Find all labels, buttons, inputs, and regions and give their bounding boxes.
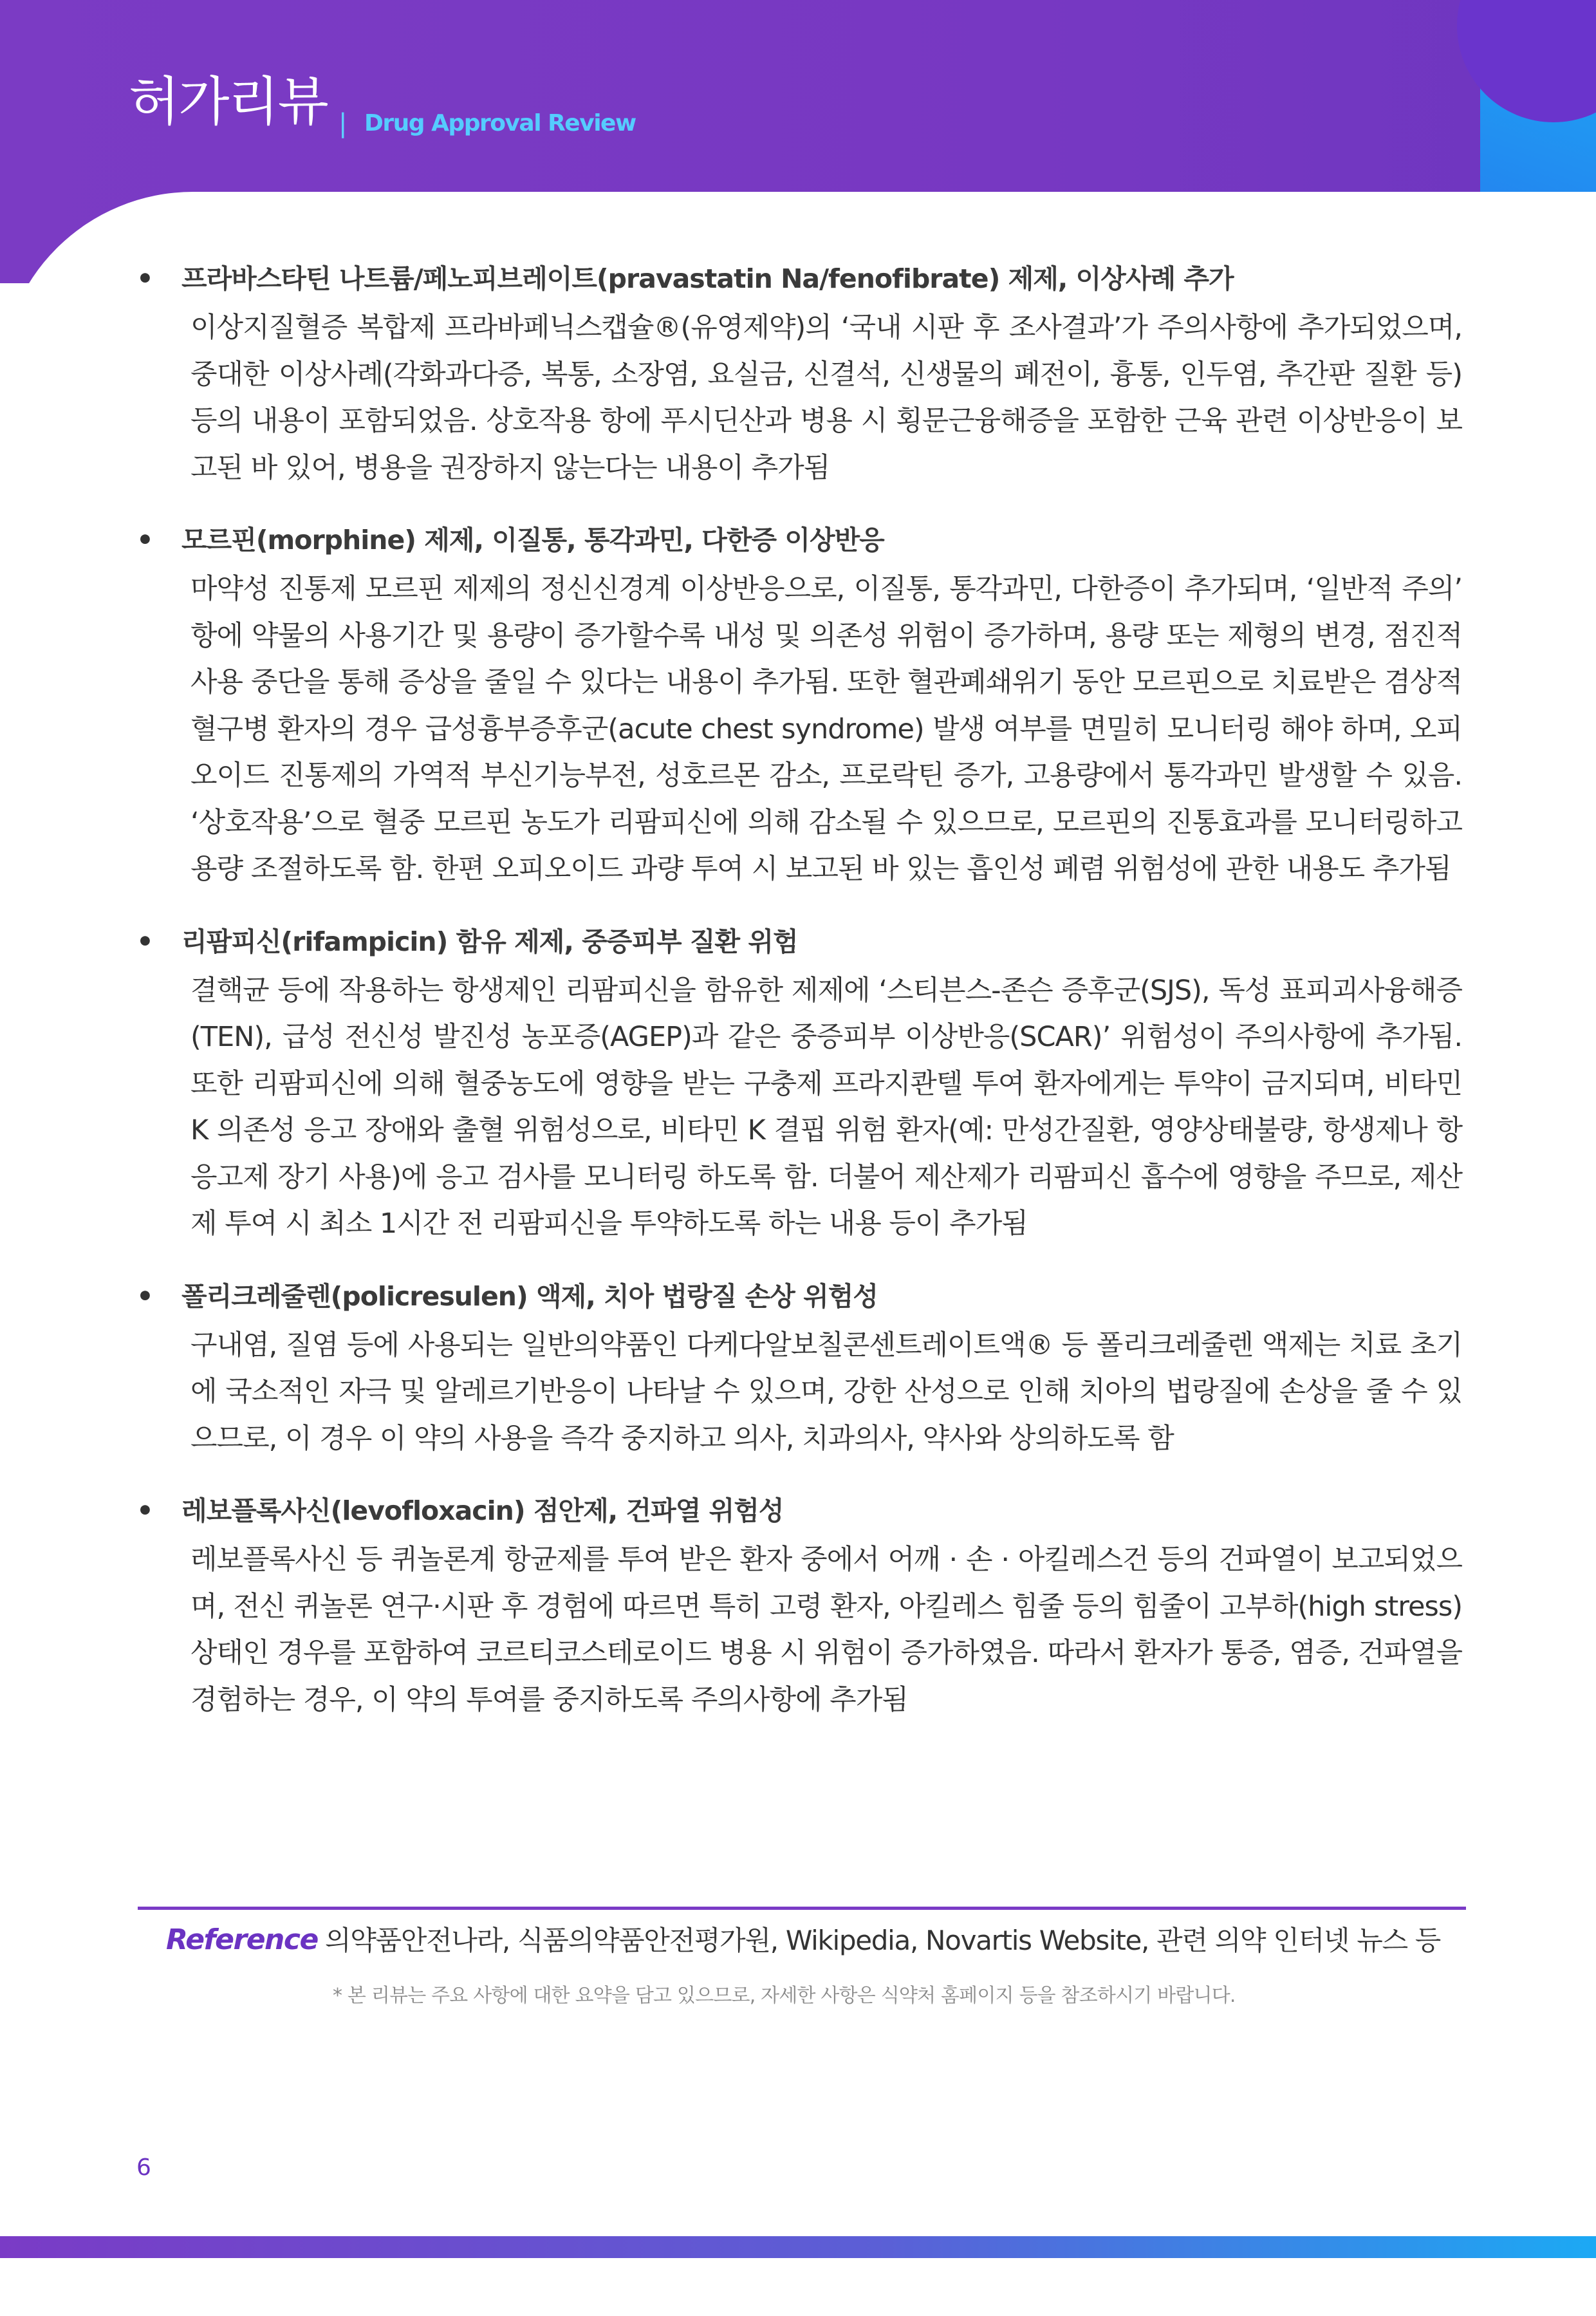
review-section-policresulen [136,1271,1462,1462]
review-section-levofloxacin [136,1485,1462,1723]
reference-label: Reference [166,1923,318,1956]
section-heading [136,253,1462,304]
header-subtitle: Drug Approval Review [364,110,636,136]
footer-gradient-bar [0,2236,1596,2258]
reference-text: 의약품안전나라, 식품의약품안전평가원, Wikipedia, Novartis Website, 관련 의약 인터넷 뉴스 등 [325,1925,1441,1956]
header-separator: | [339,109,348,138]
review-section-rifampicin [136,916,1462,1247]
section-heading-text: 모르핀(morphine) 제제, 이질통, 통각과민, 다한증 이상반응 [181,525,884,556]
section-heading-text: 리팜피신(rifampicin) 함유 제제, 중증피부 질환 위험 [181,926,798,957]
section-heading-text: 레보플록사신(levofloxacin) 점안제, 건파열 위험성 [181,1495,784,1526]
page-number: 6 [136,2154,151,2181]
bullet-icon: • [136,524,153,556]
section-body: 결핵균 등에 작용하는 항생제인 리팜피신을 함유한 제제에 ‘스티븐스-존슨 증후군(SJS), 독성 표피괴사융해증(TEN), 급성 전신성 발진성 농포증(AGEP)과 같은 중증피부 이상반응(SCAR)’ 위험성이 주의사항에 추가됨. 또한 리팜피신에 의해 혈중농도에 영향을 받는 구충제 프라지콴텔 투여 환자에게는 투약이 금지되며, 비타민 K 의존성 응고 장애와 출혈 위험성으로, 비타민 K 결핍 위험 환자(예: 만성간질환, 영양상태불량, 항생제나 항응고제 장기 사용)에 응고 검사를 모니터링 하도록 함. 더불어 제산제가 리팜피신 흡수에 영향을 주므로, 제산제 투여 시 최소 1시간 전 리팜피신을 투약하도록 하는 내용 등이 추가됨 [190,974,1462,1240]
header-title: 허가리뷰 [129,71,328,133]
section-heading-text: 프라바스타틴 나트륨/페노피브레이트(pravastatin Na/fenofibrate) 제제, 이상사례 추가 [181,263,1234,294]
bullet-icon: • [136,1280,153,1312]
section-body: 구내염, 질염 등에 사용되는 일반의약품인 다케다알보칠콘센트레이트액® 등 폴리크레줄렌 액제는 치료 초기에 국소적인 자극 및 알레르기반응이 나타날 수 있으며, 강한 산성으로 인해 치아의 법랑질에 손상을 줄 수 있으므로, 이 경우 이 약의 사용을 즉각 중지하고 의사, 치과의사, 약사와 상의하도록 함 [190,1329,1462,1455]
section-body: 마약성 진통제 모르핀 제제의 정신신경계 이상반응으로, 이질통, 통각과민, 다한증이 추가되며, ‘일반적 주의’ 항에 약물의 사용기간 및 용량이 증가할수록 내성 및 의존성 위험이 증가하며, 용량 또는 제형의 변경, 점진적 사용 중단을 통해 증상을 줄일 수 있다는 내용이 추가됨. 또한 혈관폐쇄위기 동안 모르핀으로 치료받은 겸상적혈구병 환자의 경우 급성흉부증후군(acute chest syndrome) 발생 여부를 면밀히 모니터링 해야 하며, 오피오이드 진통제의 가역적 부신기능부전, 성호르몬 감소, 프로락틴 증가, 고용량에서 통각과민 발생할 수 있음. ‘상호작용’으로 혈중 모르핀 농도가 리팜피신에 의해 감소될 수 있으므로, 모르핀의 진통효과를 모니터링하고 용량 조절하도록 함. 한편 오피오이드 과량 투여 시 보고된 바 있는 흡인성 폐렴 위험성에 관한 내용도 추가됨 [190,573,1462,885]
section-heading [136,916,1462,967]
footnote-text: * 본 리뷰는 주요 사항에 대한 요약을 담고 있으므로, 자세한 사항은 식약처 홈페이지 등을 참조하시기 바랍니다. [333,1984,1236,2007]
section-body: 레보플록사신 등 퀴놀론계 항균제를 투여 받은 환자 중에서 어깨 · 손 · 아킬레스건 등의 건파열이 보고되었으며, 전신 퀴놀론 연구·시판 후 경험에 따르면 특히 고령 환자, 아킬레스 힘줄 등의 힘줄이 고부하(high stress) 상태인 경우를 포함하여 코르티코스테로이드 병용 시 위험이 증가하였음. 따라서 환자가 통증, 염증, 건파열을 경험하는 경우, 이 약의 투여를 중지하도록 주의사항에 추가됨 [190,1544,1462,1716]
bullet-icon: • [136,1495,153,1526]
review-section-pravastatin [136,253,1462,491]
review-sections [136,253,1462,1746]
section-heading [136,1485,1462,1536]
bullet-icon: • [136,925,153,957]
bullet-icon: • [136,263,153,294]
review-section-morphine [136,514,1462,893]
reference-divider [138,1907,1466,1910]
section-body: 이상지질혈증 복합제 프라바페닉스캡슐®(유영제약)의 ‘국내 시판 후 조사결과’가 주의사항에 추가되었으며, 중대한 이상사례(각화과다증, 복통, 소장염, 요실금, 신결석, 신생물의 폐전이, 흉통, 인두염, 추간판 질환 등) 등의 내용이 포함되었음. 상호작용 항에 푸시딘산과 병용 시 횡문근융해증을 포함한 근육 관련 이상반응이 보고된 바 있어, 병용을 권장하지 않는다는 내용이 추가됨 [190,312,1462,484]
section-heading-text: 폴리크레줄렌(policresulen) 액제, 치아 법랑질 손상 위험성 [181,1280,878,1312]
section-heading [136,1271,1462,1322]
section-heading [136,514,1462,566]
